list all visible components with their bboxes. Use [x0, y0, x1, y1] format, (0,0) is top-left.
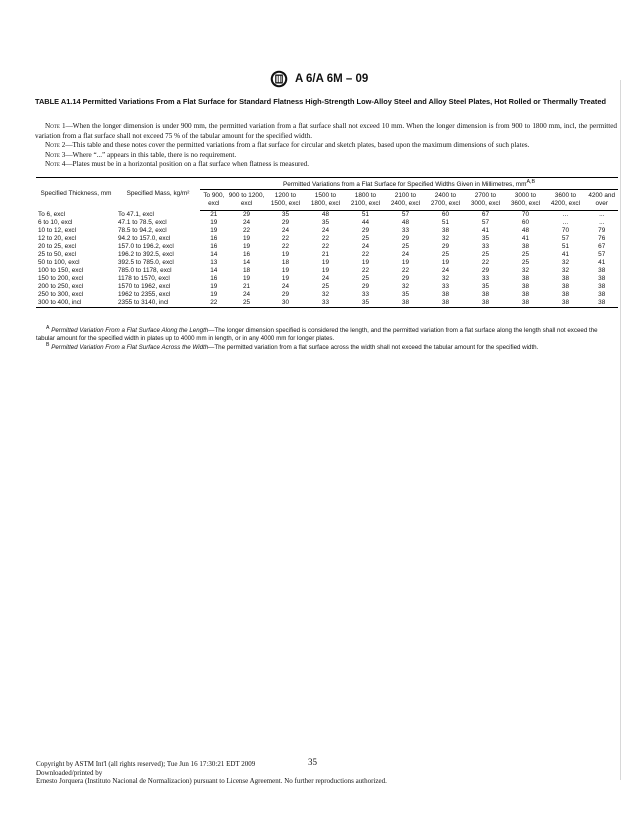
variation-value-cell: 19: [242, 243, 251, 251]
variation-value-cell: 19: [281, 275, 289, 283]
table-row: [36, 227, 618, 235]
variation-value-cell: ...: [599, 211, 605, 219]
thickness-cell: 100 to 150, excl: [38, 267, 84, 275]
mass-cell: To 47.1, excl: [118, 210, 154, 218]
width-column-header: 3600 to 4200, excl: [545, 190, 585, 211]
copyright-line: Copyright by ASTM Int'l (all rights reserved); Tue Jun 16 17:30:21 EDT 2009: [36, 760, 256, 768]
variation-value-cell: 57: [481, 219, 489, 227]
variation-value-cell: 19: [321, 259, 329, 267]
scan-margin-line: [620, 80, 621, 780]
variation-value-cell: 38: [598, 291, 606, 299]
variation-value-cell: 22: [200, 299, 228, 308]
variation-value-cell: 38: [521, 243, 529, 251]
variation-value-cell: 79: [598, 227, 606, 235]
thickness-cell: 10 to 12, excl: [38, 227, 77, 235]
width-column-header: 900 to 1200, excl: [228, 190, 266, 211]
variation-value-cell: 38: [521, 291, 529, 299]
thickness-cell: 25 to 50, excl: [38, 251, 77, 259]
variation-value-cell: 16: [210, 243, 218, 251]
variation-value-cell: 22: [361, 267, 369, 275]
variation-value-cell: 24: [361, 243, 369, 251]
note-text: —Where “...” appears in this table, there is no requirement.: [65, 150, 237, 159]
variation-value-cell: 38: [598, 283, 606, 291]
thickness-cell: 6 to 10, excl: [38, 219, 73, 227]
variation-value-cell: 32: [441, 275, 449, 283]
variation-value-cell: 35: [481, 283, 489, 291]
variation-value-cell: 22: [401, 267, 409, 275]
variation-value-cell: 25: [401, 243, 409, 251]
variation-value-cell: 48: [401, 219, 409, 227]
variation-value-cell: 41: [561, 251, 569, 259]
variation-value-cell: 60: [521, 219, 529, 227]
variation-value-cell: 57: [401, 211, 409, 219]
variation-value-cell: 22: [321, 243, 329, 251]
variation-value-cell: 33: [305, 299, 345, 308]
variation-value-cell: ...: [562, 211, 569, 219]
table-row: [36, 283, 618, 291]
mass-cell: 1570 to 1962, excl: [118, 283, 171, 291]
variation-value-cell: 25: [441, 251, 449, 259]
note-label: Note 1: [45, 122, 66, 130]
table-row: [36, 267, 618, 275]
variation-value-cell: 14: [242, 259, 251, 267]
variation-value-cell: 70: [561, 227, 569, 235]
variation-value-cell: 51: [361, 211, 369, 219]
flatness-variation-table: [36, 177, 618, 308]
variation-value-cell: 76: [598, 235, 606, 243]
note-label: Note 3: [45, 150, 66, 159]
table-row: [36, 275, 618, 283]
variation-value-cell: 19: [321, 267, 329, 275]
variation-value-cell: 35: [481, 235, 489, 243]
variation-value-cell: 24: [242, 291, 251, 299]
footnote-label: Permitted Variation From a Flat Surface Across the Width: [51, 344, 209, 352]
page-number: 35: [308, 757, 317, 767]
table-row: [36, 299, 618, 308]
variation-value-cell: 29: [281, 291, 289, 299]
width-column-header: 2400 to 2700, excl: [425, 190, 465, 211]
mass-cell: 2355 to 3140, incl: [116, 299, 200, 308]
variation-value-cell: 29: [441, 243, 449, 251]
variation-value-cell: 38: [545, 299, 585, 308]
variation-value-cell: 38: [521, 275, 529, 283]
column-header-thickness: Specified Thickness, mm: [36, 178, 116, 211]
variation-value-cell: 21: [210, 211, 218, 219]
variation-value-cell: 35: [345, 299, 385, 308]
variation-value-cell: 16: [210, 275, 218, 283]
column-header-mass: Specified Mass, kg/m²: [116, 178, 200, 211]
variation-value-cell: 19: [210, 283, 218, 291]
variation-value-cell: 25: [521, 251, 529, 259]
table-row: [36, 291, 618, 299]
variation-value-cell: 19: [210, 219, 218, 227]
variation-value-cell: 41: [598, 259, 606, 267]
variation-value-cell: 41: [521, 235, 529, 243]
variation-value-cell: 70: [521, 211, 529, 219]
variation-value-cell: 32: [321, 291, 329, 299]
note-text: —This table and these notes cover the permitted variations from a flat surface for circular and sketch plates, based upon the maximum dimensions of such plates.: [65, 141, 530, 150]
mass-cell: 78.5 to 94.2, excl: [118, 227, 167, 235]
footnote-text: —The permitted variation from a flat surface across the width shall not exceed the tabular amount for the specified width.: [208, 344, 539, 352]
variation-value-cell: 67: [481, 211, 489, 219]
variation-value-cell: 38: [561, 291, 569, 299]
variation-value-cell: 25: [521, 259, 529, 267]
license-line: Ernesto Jorquera (Instituto Nacional de Normalizacion) pursuant to License Agreement. No further reproductions authorized.: [36, 777, 387, 786]
variation-value-cell: 51: [441, 219, 449, 227]
mass-cell: 157.0 to 196.2, excl: [118, 243, 174, 251]
variation-value-cell: 29: [401, 235, 409, 243]
variation-value-cell: 29: [361, 227, 369, 235]
table-row: [36, 235, 618, 243]
note-1: [35, 122, 617, 141]
variation-value-cell: 57: [561, 235, 569, 243]
variation-value-cell: 19: [242, 235, 251, 243]
variation-value-cell: 33: [361, 291, 369, 299]
variation-value-cell: 48: [321, 211, 329, 219]
thickness-cell: 12 to 20, excl: [38, 235, 77, 243]
variation-value-cell: 24: [242, 219, 251, 227]
variation-value-cell: 25: [361, 235, 369, 243]
thickness-cell: 250 to 300, excl: [38, 291, 84, 299]
footnote-b: [36, 342, 618, 352]
width-column-header: 2700 to 3000, excl: [465, 190, 505, 211]
variation-value-cell: 22: [321, 235, 329, 243]
variation-value-cell: 21: [321, 251, 329, 259]
document-header: [0, 70, 638, 88]
variation-value-cell: 38: [585, 299, 618, 308]
variation-value-cell: 19: [281, 267, 289, 275]
variation-value-cell: 25: [361, 275, 369, 283]
variation-value-cell: 41: [481, 227, 489, 235]
variation-value-cell: 24: [441, 267, 449, 275]
variation-value-cell: 67: [598, 243, 606, 251]
variation-value-cell: 22: [361, 251, 369, 259]
footnote-marker: A: [46, 325, 50, 331]
width-group-header-footnote-refs: A,B: [526, 179, 536, 185]
variation-value-cell: 32: [521, 267, 529, 275]
table-row: [36, 251, 618, 259]
variation-value-cell: 38: [465, 299, 505, 308]
variation-value-cell: ...: [599, 219, 605, 227]
variation-value-cell: 33: [401, 227, 409, 235]
variation-value-cell: 24: [321, 227, 329, 235]
footnote-a: [36, 325, 618, 342]
variation-value-cell: 18: [242, 267, 251, 275]
table-row: [36, 243, 618, 251]
mass-cell: 196.2 to 392.5, excl: [118, 251, 174, 259]
variation-value-cell: 19: [210, 291, 218, 299]
note-4: [35, 160, 617, 170]
width-column-header: 1800 to 2100, excl: [345, 190, 385, 211]
variation-value-cell: 24: [401, 251, 409, 259]
width-column-header: 3000 to 3600, excl: [505, 190, 545, 211]
variation-value-cell: 19: [441, 259, 449, 267]
table-footnotes: [36, 325, 618, 352]
variation-value-cell: 14: [210, 251, 218, 259]
variation-value-cell: 35: [281, 211, 289, 219]
download-line: Downloaded/printed by: [36, 768, 103, 777]
variation-value-cell: 29: [401, 275, 409, 283]
variation-value-cell: 38: [561, 283, 569, 291]
variation-value-cell: 38: [481, 291, 489, 299]
variation-value-cell: 38: [521, 283, 529, 291]
variation-value-cell: 32: [441, 235, 449, 243]
width-column-header: 2100 to 2400, excl: [385, 190, 425, 211]
variation-value-cell: 24: [321, 275, 329, 283]
variation-value-cell: 30: [265, 299, 305, 308]
variation-value-cell: 19: [401, 259, 409, 267]
table-row: [36, 219, 618, 227]
variation-value-cell: 19: [242, 275, 251, 283]
astm-logo-icon: [270, 70, 288, 88]
width-column-header: 1200 to 1500, excl: [265, 190, 305, 211]
thickness-cell: 20 to 25, excl: [38, 243, 77, 251]
variation-value-cell: 38: [598, 275, 606, 283]
thickness-cell: 200 to 250, excl: [38, 283, 84, 291]
mass-cell: 1962 to 2355, excl: [118, 291, 171, 299]
variation-value-cell: 35: [401, 291, 409, 299]
thickness-cell: 150 to 200, excl: [38, 275, 84, 283]
variation-value-cell: 38: [441, 291, 449, 299]
mass-cell: 392.5 to 785.0, excl: [118, 259, 174, 267]
footnote-label: Permitted Variation From a Flat Surface Along the Length: [51, 327, 209, 335]
width-column-header: To 900, excl: [200, 190, 228, 211]
variation-value-cell: 38: [505, 299, 545, 308]
table-title: TABLE A1.14 Permitted Variations From a Flat Surface for Standard Flatness High-Strength Low-Alloy Steel and Alloy Steel Plates, Hot Rolled or Thermally Treated: [35, 97, 606, 106]
variation-value-cell: 29: [281, 219, 289, 227]
variation-value-cell: 35: [321, 219, 329, 227]
variation-value-cell: 32: [561, 267, 569, 275]
mass-cell: 785.0 to 1178, excl: [118, 267, 172, 275]
variation-value-cell: 38: [561, 275, 569, 283]
thickness-cell: 300 to 400, incl: [36, 299, 116, 308]
note-label: Note 2: [45, 141, 66, 150]
mass-cell: 47.1 to 78.5, excl: [118, 219, 167, 227]
variation-value-cell: 21: [242, 283, 251, 291]
thickness-cell: 50 to 100, excl: [38, 259, 80, 267]
variation-value-cell: 16: [210, 235, 218, 243]
variation-value-cell: 25: [228, 299, 266, 308]
mass-cell: 1178 to 1570, excl: [118, 275, 170, 283]
variation-value-cell: 38: [425, 299, 465, 308]
note-text: —Plates must be in a horizontal position on a flat surface when flatness is measured.: [65, 160, 310, 169]
variation-value-cell: 48: [521, 227, 529, 235]
table-row: [36, 259, 618, 267]
width-group-header: [200, 178, 618, 190]
variation-value-cell: 18: [281, 259, 289, 267]
variation-value-cell: 32: [401, 283, 409, 291]
variation-value-cell: 57: [598, 251, 606, 259]
note-text: —When the longer dimension is under 900 mm, the permitted variation from a flat surface shall not exceed 10 mm. When the longer dimension is from 900 to 1800 mm, incl, the permitted variation from a flat surface shall not exceed 75 % of the tabular amount for the specified width.: [35, 122, 617, 140]
variation-value-cell: 25: [481, 251, 489, 259]
variation-value-cell: 44: [361, 219, 369, 227]
note-label: Note 4: [45, 160, 66, 169]
variation-value-cell: 33: [441, 283, 449, 291]
variation-value-cell: 33: [481, 243, 489, 251]
variation-value-cell: 22: [281, 235, 289, 243]
variation-value-cell: 13: [210, 259, 218, 267]
variation-value-cell: 38: [385, 299, 425, 308]
mass-cell: 94.2 to 157.0, excl: [118, 235, 171, 243]
variation-value-cell: 29: [361, 283, 369, 291]
width-group-header-text: Permitted Variations from a Flat Surface for Specified Widths Given in Millimetres, mm: [282, 181, 527, 189]
variation-value-cell: 29: [481, 267, 489, 275]
variation-value-cell: 38: [598, 267, 606, 275]
table-row: [36, 211, 618, 220]
variation-value-cell: 33: [481, 275, 489, 283]
variation-value-cell: 38: [441, 227, 449, 235]
notes-section: [35, 122, 617, 170]
footnote-text: —The longer dimension specified is considered the length, and the permitted variation from a flat surface along the length shall not exceed the tabular amount for the specified width in plates up to 4000 mm in length, or in any 4000 mm for longer plates.: [36, 327, 598, 342]
variation-value-cell: 32: [561, 259, 569, 267]
variation-value-cell: 51: [561, 243, 569, 251]
copyright-footer: [36, 760, 486, 786]
variation-value-cell: 22: [481, 259, 489, 267]
variation-value-cell: ...: [562, 219, 569, 227]
width-column-header: 4200 and over: [585, 190, 618, 211]
width-column-header: 1500 to 1800, excl: [305, 190, 345, 211]
variation-value-cell: 14: [210, 267, 218, 275]
variation-value-cell: 24: [281, 227, 289, 235]
variation-value-cell: 29: [242, 211, 251, 219]
variation-value-cell: 22: [242, 227, 251, 235]
variation-value-cell: 19: [281, 251, 289, 259]
variation-value-cell: 16: [242, 251, 251, 259]
variation-value-cell: 19: [210, 227, 218, 235]
standard-designation: A 6/A 6M – 09: [294, 73, 369, 85]
variation-value-cell: 60: [441, 211, 449, 219]
variation-value-cell: 24: [281, 283, 289, 291]
note-3: [35, 151, 617, 161]
thickness-cell: To 6, excl: [38, 210, 65, 218]
variation-value-cell: 19: [361, 259, 369, 267]
note-2: [35, 141, 617, 151]
footnote-marker: B: [46, 342, 50, 349]
variation-value-cell: 25: [321, 283, 329, 291]
variation-value-cell: 22: [281, 243, 289, 251]
